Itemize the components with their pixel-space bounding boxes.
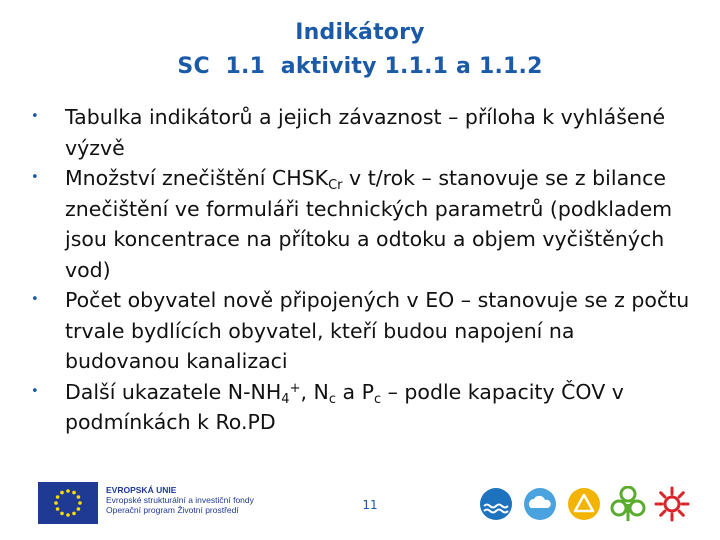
- bullet-list: [30, 102, 690, 438]
- slide-title: [0, 16, 720, 84]
- bullet-dot: •: [31, 170, 39, 185]
- page-number: 11: [362, 498, 378, 512]
- bullet-dot: •: [31, 292, 39, 307]
- bullet-text: Počet obyvatel nově připojených v EO – stanovuje se z počtu trvale bydlících obyvatel, kteří budou napojení na budovanou kanalizaci: [65, 288, 690, 373]
- bullet-text: [65, 166, 672, 282]
- eu-line-1: EVROPSKÁ UNIE: [106, 485, 177, 495]
- text-run: – podle kapacity ČOV v podmínkách k Ro.PD: [65, 379, 624, 434]
- eu-line-2: Evropské strukturální a investiční fondy: [106, 495, 254, 505]
- title-line-1: Indikátory: [295, 20, 425, 45]
- bullet-item: [30, 377, 690, 438]
- superscript: +: [289, 380, 301, 396]
- water-drop-icon: [478, 486, 514, 522]
- subscript: 4: [281, 391, 290, 407]
- text-run: Další ukazatele N-NH: [65, 379, 282, 404]
- footer: [0, 468, 720, 540]
- flower-nature-icon: [610, 486, 646, 522]
- subscript: c: [373, 391, 382, 407]
- bullet-dot: •: [31, 109, 39, 124]
- bullet-item: [30, 285, 690, 377]
- bullet-item: [30, 163, 690, 285]
- title-line-2: SC 1.1 aktivity 1.1.1 a 1.1.2: [177, 54, 543, 79]
- sun-energy-icon: [654, 486, 690, 522]
- text-run: a P: [336, 379, 374, 404]
- triangle-icon: [566, 486, 602, 522]
- cloud-air-icon: [522, 486, 558, 522]
- bullet-dot: •: [31, 383, 39, 399]
- eu-line-3: Operační program Životní prostředí: [106, 505, 239, 515]
- bullet-item: [30, 102, 690, 163]
- text-run: Množství znečištění CHSK: [65, 166, 329, 190]
- text-run: , N: [300, 379, 329, 404]
- subscript: Cr: [328, 178, 343, 193]
- bullet-text: [65, 380, 624, 435]
- text-run: v t/rok – stanovuje se z bilance znečištění ve formuláři technických parametrů (podkladem jsou koncentrace na přítoku a odtoku a objem vyčištěných vod): [65, 166, 673, 282]
- eu-logo-text: [106, 485, 306, 515]
- eu-stars: [38, 482, 98, 524]
- program-icons: [478, 486, 698, 526]
- subscript: c: [328, 391, 336, 407]
- bullet-text: Tabulka indikátorů a jejich závaznost – příloha k vyhlášené výzvě: [65, 105, 666, 160]
- eu-flag-icon: [38, 482, 98, 524]
